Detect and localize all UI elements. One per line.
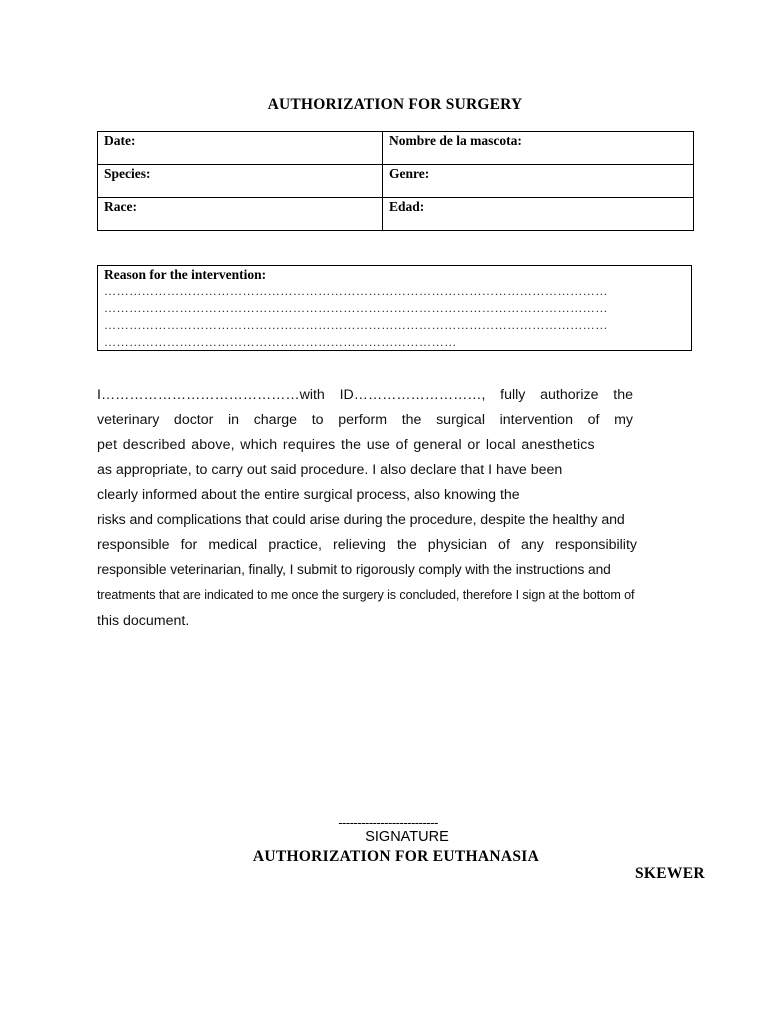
reason-label: Reason for the intervention: <box>104 267 267 282</box>
signature-label: SIGNATURE <box>365 829 449 845</box>
pet-info-table <box>97 131 694 231</box>
species-label: Species: <box>98 165 383 198</box>
genre-label: Genre: <box>383 165 694 198</box>
skewer-label: SKEWER <box>635 865 705 882</box>
paragraph-line: responsible veterinarian, finally, I submit to rigorously comply with the instructions and <box>97 562 611 577</box>
paragraph-line: as appropriate, to carry out said procedure. I also declare that I have been <box>97 462 563 478</box>
reason-dotted-line: ………………………………………………………………………………………………………… <box>104 284 608 298</box>
reason-box <box>97 265 692 351</box>
reason-dotted-line: ………………………………………………………………………………………………………… <box>104 318 608 332</box>
paragraph-line: veterinary doctor in charge to perform the surgical intervention of my <box>97 412 633 428</box>
euthanasia-title: AUTHORIZATION FOR EUTHANASIA <box>252 848 540 865</box>
table-row <box>98 165 694 198</box>
pet-name-label: Nombre de la mascota: <box>383 132 694 165</box>
paragraph-line: clearly informed about the entire surgical process, also knowing the <box>97 487 520 503</box>
paragraph-line: I……………………………………with ID………………………, fully authorize the <box>97 387 633 403</box>
signature-line: -------------------------- <box>338 815 438 830</box>
document-title: AUTHORIZATION FOR SURGERY <box>267 96 523 113</box>
date-label: Date: <box>98 132 383 165</box>
table-row <box>98 132 694 165</box>
reason-dotted-line: ………………………………………………………………………………………………………… <box>104 301 608 315</box>
table-row <box>98 198 694 231</box>
paragraph-line: risks and complications that could arise during the procedure, despite the healthy and <box>97 512 625 528</box>
age-label: Edad: <box>383 198 694 231</box>
paragraph-line: treatments that are indicated to me once the surgery is concluded, therefore I sign at the bottom of <box>97 588 635 602</box>
paragraph-line: responsible for medical practice, relieving the physician of any responsibility <box>97 537 637 553</box>
paragraph-line: pet described above, which requires the use of general or local anesthetics <box>97 437 595 453</box>
reason-dotted-line: ………………………………………………………………………… <box>104 335 457 349</box>
paragraph-line: this document. <box>97 613 190 629</box>
race-label: Race: <box>98 198 383 231</box>
